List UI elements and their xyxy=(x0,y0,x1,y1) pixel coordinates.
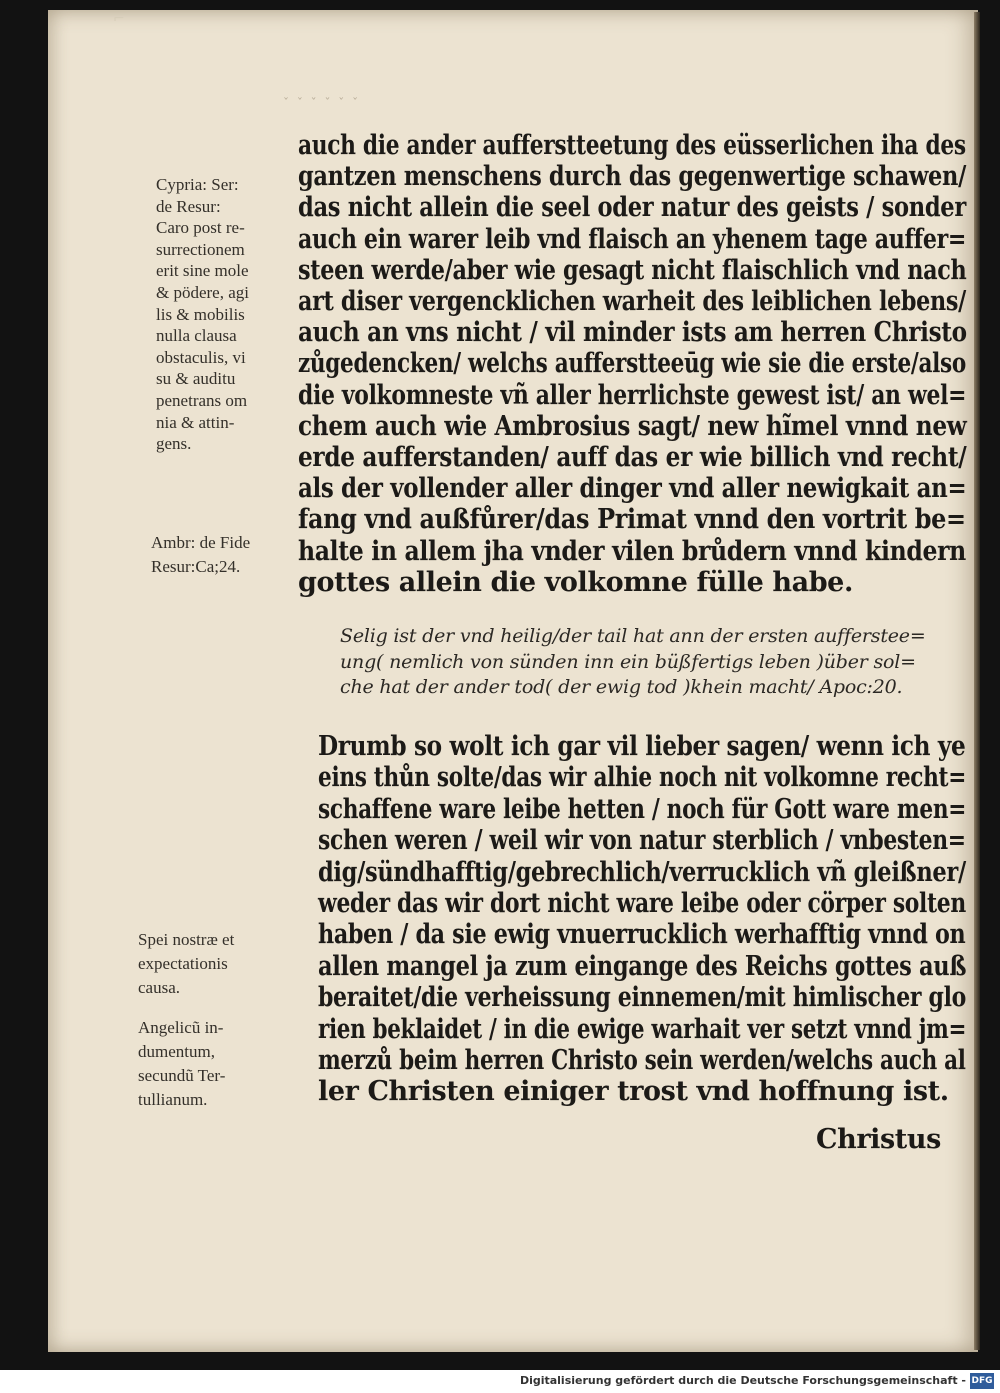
main-text-line: gantzen menschens durch das gegenwertige schawen/ xyxy=(298,161,966,193)
main-text-line: erde aufferstanden/ auff das er wie billich vnd recht/ xyxy=(298,442,967,473)
main-text-line: merzů beim herren Christo sein werden/welchs auch al xyxy=(318,1045,966,1076)
quote-line: che hat der ander tod( der ewig tod )khein macht/ Apoc:20. xyxy=(340,676,903,698)
main-text-line: zůgedencken/ welchs aufferstteeūg wie sie die erste/also xyxy=(298,348,966,380)
margin-note-line: nulla clausa xyxy=(156,326,237,346)
main-text-line: weder das wir dort nicht ware leibe oder cörper solten xyxy=(318,888,966,919)
main-text-line: fang vnd außfůrer/das Primat vnnd den vortrit be= xyxy=(298,504,966,536)
margin-note-line: obstaculis, vi xyxy=(156,347,246,367)
bleed-through-marks: ˇ ˇ ˇ ˇ ˇ ˇ xyxy=(283,96,361,110)
margin-note-line: nia & attin- xyxy=(156,412,235,432)
main-text-line: allen mangel ja zum eingange des Reichs gottes auß xyxy=(318,950,967,982)
margin-note-line: expectationis xyxy=(138,954,228,973)
main-text-line: haben / da sie ewig vnuerrucklich werhafftig vnnd on xyxy=(318,919,966,951)
main-text-line: halte in allem jha vnder vilen brůdern vnnd kindern xyxy=(298,535,966,567)
page-corner-mark: ⌐ xyxy=(113,11,125,27)
funding-credit: Digitalisierung gefördert durch die Deutsche Forschungsgemeinschaft - xyxy=(519,1374,966,1387)
margin-note-line: su & auditu xyxy=(156,369,236,389)
main-text-line: auch ein warer leib vnd flaisch an yhenem tage auffer= xyxy=(298,223,967,255)
main-text-line: auch an vns nicht / vil minder ists am herren Christo xyxy=(298,317,967,349)
footer-bar xyxy=(0,1370,1000,1393)
margin-note-line: lis & mobilis xyxy=(156,304,245,324)
main-text-line: dig/sündhafftig/gebrechlich/verrucklich vñ gleißner/ xyxy=(318,856,966,888)
main-text-line: eins thůn solte/das wir alhie noch nit volkomne recht= xyxy=(318,762,967,794)
main-text-line: schaffene ware leibe hetten / noch für Gott ware men= xyxy=(318,793,967,825)
main-text-line: das nicht allein die seel oder natur des geists / sonder xyxy=(298,192,966,224)
quote-line: Selig ist der vnd heilig/der tail hat ann der ersten aufferstee= xyxy=(340,625,926,647)
margin-note-line: penetrans om xyxy=(156,391,248,410)
main-text-line: schen weren / weil wir von natur sterblich / vnbesten= xyxy=(318,825,966,857)
margin-note-line: secundũ Ter- xyxy=(138,1066,226,1085)
margin-note-line: Cypria: Ser: xyxy=(156,175,239,194)
margin-note-line: Resur:Ca;24. xyxy=(151,557,241,576)
main-text-line: auch die ander aufferstteetung des eüsserlichen iha des xyxy=(298,130,966,161)
main-text-line: rien beklaidet / in die ewige warhait ver setzt vnnd jm= xyxy=(318,1013,967,1045)
main-text-line: Drumb so wolt ich gar vil lieber sagen/ wenn ich ye xyxy=(318,731,966,762)
catchword: Christus xyxy=(816,1124,941,1155)
margin-note-line: Ambr: de Fide xyxy=(151,533,251,552)
margin-note-line: & pödere, agi xyxy=(156,283,249,302)
main-text-line: ler Christen einiger trost vnd hoffnung ist. xyxy=(318,1076,949,1108)
margin-note-line: dumentum, xyxy=(138,1042,215,1061)
margin-note-line: Angelicũ in- xyxy=(138,1018,224,1037)
margin-note-line: Spei nostræ et xyxy=(138,930,235,949)
margin-note-line: gens. xyxy=(156,434,192,454)
main-text-line: chem auch wie Ambrosius sagt/ new hĩmel vnnd new xyxy=(298,410,967,442)
main-text-line: als der vollender aller dinger vnd aller newigkait an= xyxy=(298,473,967,505)
quote-line: ung( nemlich von sünden inn ein büßfertigs leben )über sol= xyxy=(340,650,916,673)
margin-note-line: surrectionem xyxy=(156,239,245,259)
main-text-line: die volkomneste vñ aller herrlichste gewest ist/ an wel= xyxy=(298,379,967,411)
dfg-logo: DFG xyxy=(970,1373,994,1389)
main-text-line: beraitet/die verheissung einnemen/mit himlischer glo xyxy=(318,982,966,1014)
margin-note-line: tullianum. xyxy=(138,1090,208,1109)
margin-note-line: de Resur: xyxy=(156,196,221,216)
page-edge-shadow xyxy=(974,12,980,1350)
main-text-line: art diser vergencklichen warheit des leiblichen lebens/ xyxy=(298,286,966,317)
main-text-line: steen werde/aber wie gesagt nicht flaischlich vnd nach xyxy=(298,254,967,286)
margin-note-line: erit sine mole xyxy=(156,261,249,281)
book-page xyxy=(48,10,978,1352)
margin-note-line: causa. xyxy=(138,978,181,997)
margin-note-line: Caro post re- xyxy=(156,218,245,238)
main-text-line: gottes allein die volkomne fülle habe. xyxy=(298,566,853,598)
